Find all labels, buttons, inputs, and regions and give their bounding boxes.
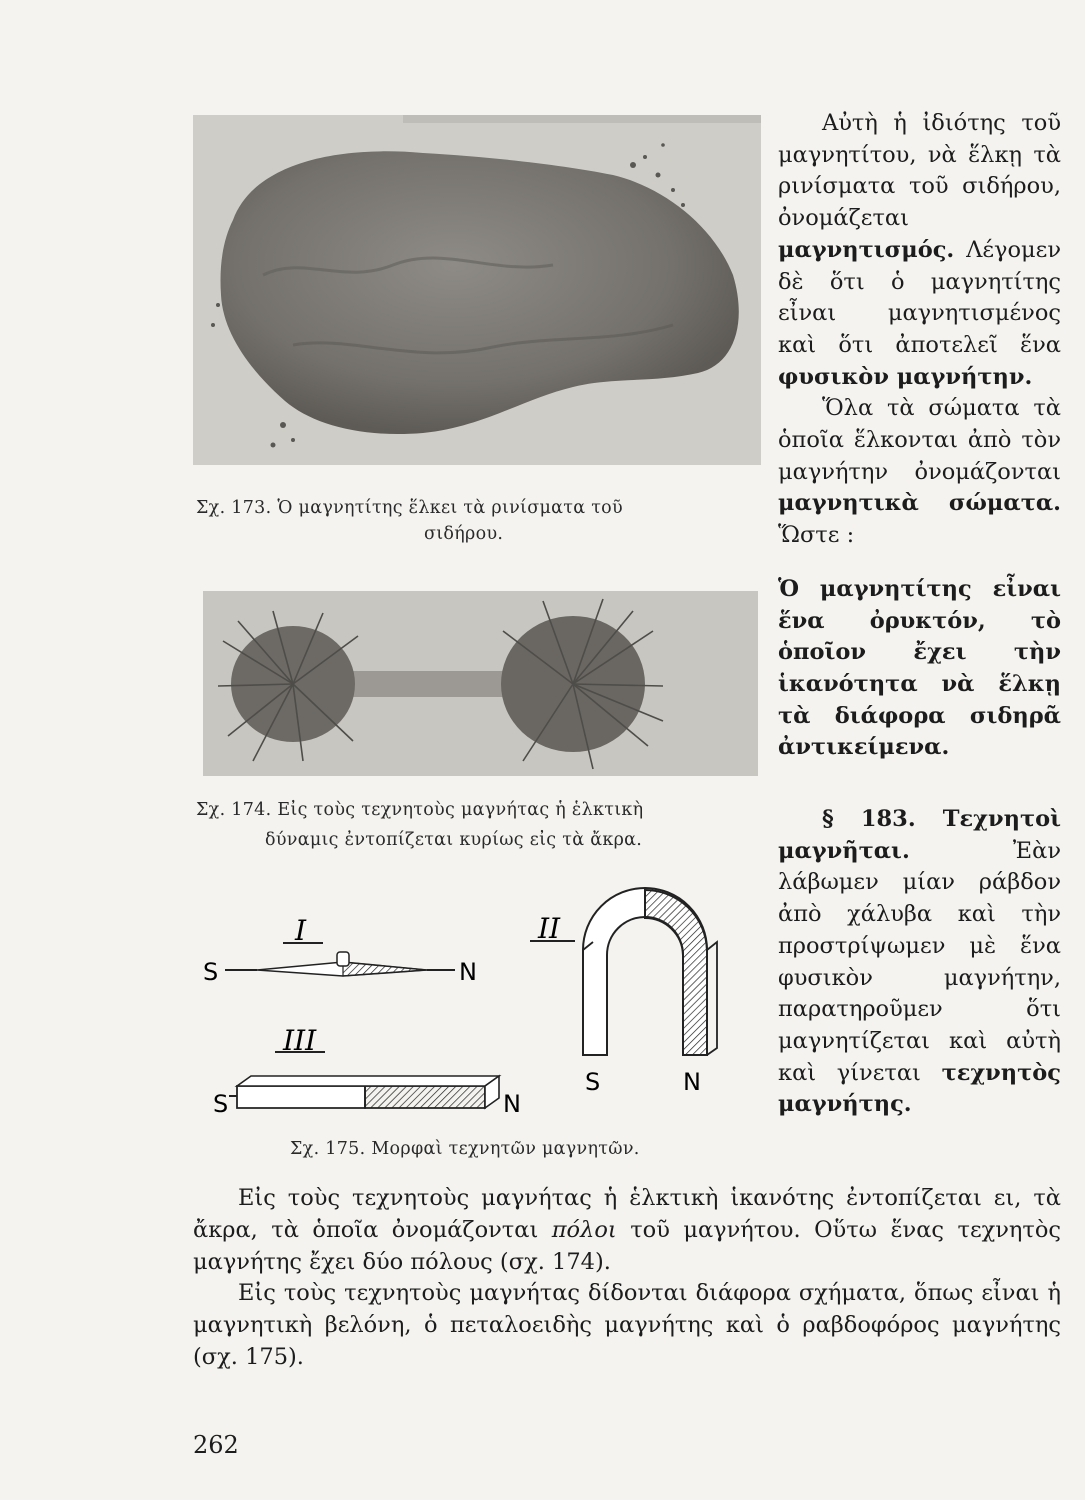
magnetite-photo bbox=[193, 115, 761, 465]
paragraph-poles: Εἰς τοὺς τεχνητοὺς μαγνήτας ἡ ἑλκτικὴ ἱκανότης ἐντοπίζεται ει, τὰ ἄκρα, τὰ ὁποῖα ὀνομάζονται πόλοι τοῦ μαγνήτου. Οὕτω ἕνας τεχνητὸς μαγνήτης ἔχει δύο πόλους (σχ. 174). bbox=[193, 1185, 1062, 1275]
definition-statement: Ὁ μαγνητίτης εἶναι ἕνα ὀρυκτόν, τὸ ὁποῖον ἔχει τὴν ἱκανότητα νὰ ἕλκῃ τὰ διάφορα σιδηρᾶ ἀντικείμενα. bbox=[778, 575, 1061, 761]
label-III: III bbox=[283, 1024, 317, 1057]
bar-s-label: S bbox=[213, 1090, 229, 1118]
horseshoe-s-label: S bbox=[585, 1068, 601, 1096]
figure-174-caption-cont: δύναμις ἐντοπίζεται κυρίως εἰς τὰ ἄκρα. bbox=[265, 830, 643, 850]
paragraph-magnetic-bodies: Ὅλα τὰ σώματα τὰ ὁποῖα ἕλκονται ἀπὸ τὸν μαγνήτην ὀνομάζονται μαγνητικὰ σώματα. Ὥστε : bbox=[778, 395, 1061, 549]
filings-at-poles-image bbox=[203, 591, 758, 776]
needle-n-label: N bbox=[459, 958, 477, 986]
bar-magnet bbox=[237, 1086, 365, 1108]
figure-175-caption: Σχ. 175. Μορφαὶ τεχνητῶν μαγνητῶν. bbox=[290, 1139, 640, 1159]
magnet-shapes-drawing bbox=[195, 880, 735, 1130]
needle-s-label: S bbox=[203, 958, 219, 986]
label-II: II bbox=[538, 912, 561, 945]
section-heading: § 183. Τεχνητοὶ μαγνῆται. bbox=[778, 806, 1061, 864]
label-I: I bbox=[295, 914, 307, 947]
paragraph-shapes: Εἰς τοὺς τεχνητοὺς μαγνήτας δίδονται διάφορα σχήματα, ὅπως εἶναι ἡ μαγνητικὴ βελόνη, ὁ πεταλοειδὴς μαγνήτης καὶ ὁ ραβδοφόρος μαγνήτης (σχ. 175). bbox=[193, 1280, 1061, 1370]
bottom-text bbox=[193, 1183, 1061, 1374]
bar-n-label: N bbox=[503, 1090, 521, 1118]
magnetite-rock-image bbox=[193, 115, 761, 465]
page-number: 262 bbox=[193, 1431, 239, 1459]
figure-173-caption: Σχ. 173. Ὁ μαγνητίτης ἕλκει τὰ ρινίσματα τοῦ bbox=[196, 498, 623, 518]
figure-174-caption: Σχ. 174. Εἰς τοὺς τεχνητοὺς μαγνήτας ἡ ἑλκτικὴ bbox=[196, 800, 644, 820]
filings-magnet-photo bbox=[203, 591, 758, 776]
horseshoe-n-label: N bbox=[683, 1068, 701, 1096]
figure-173-caption-cont: σιδήρου. bbox=[424, 524, 504, 544]
right-column-text bbox=[778, 108, 1061, 1121]
paragraph-magnetism: Αὐτὴ ἡ ἰδιότης τοῦ μαγνητίτου, νὰ ἕλκῃ τὰ ρινίσματα τοῦ σιδήρου, ὀνομάζεται μαγνητισμός. Λέγομεν δὲ ὅτι ὁ μαγνητίτης εἶναι μαγνητισμένος καὶ ὅτι ἀποτελεῖ ἕνα φυσικὸν μαγνήτην. bbox=[778, 110, 1061, 390]
section-183: § 183. Τεχνητοὶ μαγνῆται. Ἐὰν λάβωμεν μίαν ράβδον ἀπὸ χάλυβα καὶ τὴν προστρίψωμεν μὲ ἕνα φυσικὸν μαγνήτην, παρατηροῦμεν ὅτι μαγνητίζεται καὶ αὐτὴ καὶ γίνεται τεχνητὸς μαγνήτης. bbox=[778, 806, 1061, 1118]
